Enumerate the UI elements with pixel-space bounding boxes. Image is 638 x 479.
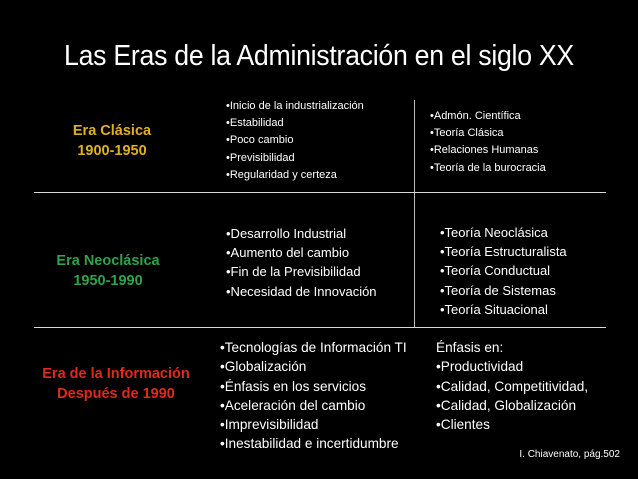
era-clasica-characteristics — [226, 98, 364, 184]
list-item: •Estabilidad — [226, 117, 284, 130]
list-item: •Regularidad y certeza — [226, 168, 337, 181]
list-item: •Clientes — [436, 417, 490, 433]
list-item: •Relaciones Humanas — [430, 144, 539, 157]
list-item: •Aceleración del cambio — [220, 397, 366, 413]
list-item: •Previsibilidad — [226, 151, 295, 164]
era-clasica-name: Era Clásica — [72, 123, 152, 139]
list-item: •Teoría Clásica — [430, 127, 504, 140]
list-item: •Poco cambio — [226, 134, 294, 147]
list-item: •Teoría Neoclásica — [440, 225, 548, 240]
list-item: •Teoría de la burocracia — [430, 161, 546, 174]
era-clasica-period: 1900-1950 — [77, 143, 147, 159]
list-item: •Teoría Conductual — [440, 263, 551, 279]
list-item: •Aumento del cambio — [226, 245, 350, 261]
list-item: •Necesidad de Innovación — [226, 283, 377, 299]
era-neoclasica-name: Era Neoclásica — [56, 253, 160, 269]
emphasis-list — [436, 357, 588, 434]
list-item: •Admón. Científica — [430, 110, 521, 122]
list-item: •Inestabilidad e incertidumbre — [220, 436, 399, 452]
list-item: •Teoría Estructuralista — [440, 244, 567, 260]
list-item: •Desarrollo Industrial — [226, 226, 347, 241]
era-informacion-emphasis — [436, 338, 588, 434]
era-clasica-label — [54, 121, 170, 161]
reference-citation: I. Chiavenato, pág.502 — [519, 449, 620, 460]
list-item: •Calidad, Globalización — [436, 397, 577, 413]
era-neoclasica-theories — [440, 223, 567, 319]
era-informacion-name: Era de la Información — [42, 366, 190, 382]
era-informacion-label — [34, 364, 198, 404]
list-item: •Fin de la Previsibilidad — [226, 264, 361, 280]
era-neoclasica-period: 1950-1990 — [73, 273, 143, 289]
era-neoclasica-characteristics — [226, 224, 377, 301]
era-informacion-characteristics — [220, 338, 407, 454]
list-item: •Teoría de Sistemas — [440, 282, 556, 298]
list-item: •Productividad — [436, 359, 524, 375]
slide-title: Las Eras de la Administración en el siglo XX — [64, 40, 574, 72]
list-item: •Tecnologías de Información TI — [220, 340, 407, 355]
emphasis-heading: Énfasis en: — [436, 340, 504, 355]
list-item: •Inicio de la industrialización — [226, 100, 364, 112]
era-neoclasica-label — [48, 251, 168, 291]
list-item: •Imprevisibilidad — [220, 417, 319, 433]
row-divider-1 — [34, 192, 606, 193]
row-divider-2 — [34, 327, 606, 328]
era-informacion-period: Después de 1990 — [57, 386, 175, 402]
column-divider-middle — [414, 193, 415, 327]
column-divider-top — [414, 100, 415, 192]
list-item: •Calidad, Competitividad, — [436, 378, 589, 394]
list-item: •Globalización — [220, 359, 307, 375]
list-item: •Teoría Situacional — [440, 301, 548, 317]
era-clasica-theories — [430, 108, 546, 177]
list-item: •Énfasis en los servicios — [220, 378, 367, 394]
